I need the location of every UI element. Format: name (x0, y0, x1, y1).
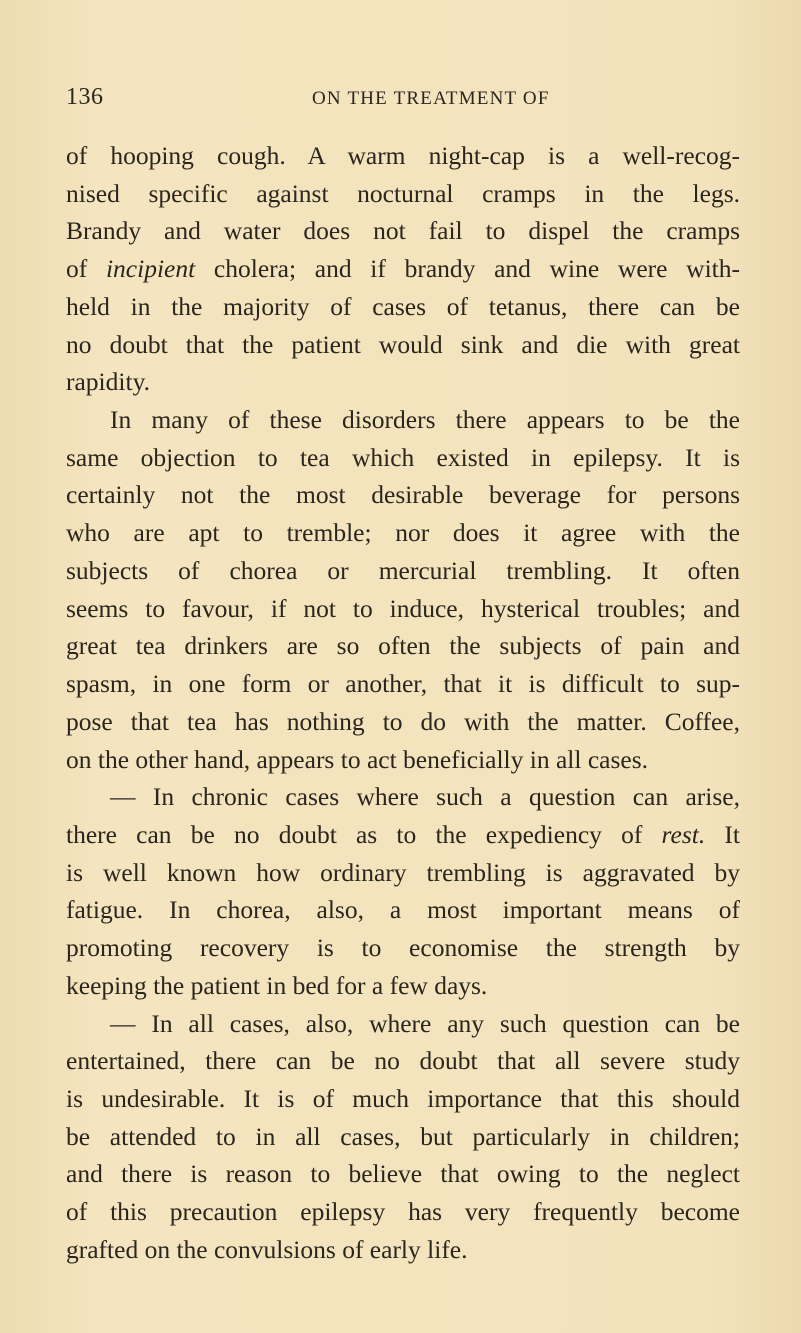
text-line: of hooping cough. A warm night-cap is a well-recog- (66, 141, 740, 170)
text-line: Brandy and water does not fail to dispel the cramps (66, 216, 740, 246)
text-line: is undesirable. It is of much importance that this should (66, 1083, 740, 1113)
text-line: on the other hand, appears to act beneficially in all cases. (66, 744, 649, 774)
text-line: certainly not the most desirable beverage for persons (66, 480, 740, 510)
italic-term: rest. (661, 819, 706, 849)
text-line: pose that tea has nothing to do with the matter. Coffee, (66, 706, 740, 736)
text-line: rapidity. (66, 367, 151, 397)
text-line: who are apt to tremble; nor does it agree with the (66, 518, 740, 548)
text-line: nised specific against nocturnal cramps in the legs. (66, 178, 740, 208)
running-title: ON THE TREATMENT OF (312, 88, 550, 109)
paragraph-start-line: — In all cases, also, where any such question can be (110, 1008, 740, 1038)
paragraph-start-line: — In chronic cases where such a question can arise, (110, 782, 740, 812)
text-line: there can be no doubt as to the expediency of rest. It (66, 819, 740, 849)
text-line: of this precaution epilepsy has very frequently become (66, 1197, 740, 1227)
text-line: and there is reason to believe that owing to the neglect (66, 1159, 740, 1189)
text-line: promoting recovery is to economise the strength by (66, 933, 740, 963)
text-line: of incipient cholera; and if brandy and wine were with- (66, 254, 741, 284)
italic-term: incipient (105, 254, 196, 284)
running-head (66, 84, 746, 124)
body-text (66, 137, 740, 1269)
text-line: same objection to tea which existed in epilepsy. It is (66, 442, 740, 472)
text-line: subjects of chorea or mercurial trembling. It often (66, 555, 740, 585)
text-line: fatigue. In chorea, also, a most important means of (66, 895, 740, 925)
paragraph-start-line: In many of these disorders there appears to be the (110, 405, 740, 435)
text-line: grafted on the convulsions of early life. (66, 1234, 468, 1264)
text-line: great tea drinkers are so often the subjects of pain and (66, 631, 740, 661)
text-line: keeping the patient in bed for a few days. (66, 970, 488, 1000)
text-line: held in the majority of cases of tetanus, there can be (66, 291, 740, 321)
text-line: spasm, in one form or another, that it is difficult to sup- (66, 669, 740, 699)
page-number: 136 (66, 84, 104, 110)
text-line: seems to favour, if not to induce, hysterical troubles; and (66, 593, 740, 623)
text-line: is well known how ordinary trembling is aggravated by (66, 857, 740, 887)
text-line: no doubt that the patient would sink and die with great (66, 329, 740, 359)
text-line: be attended to in all cases, but particularly in children; (66, 1121, 740, 1151)
text-line: entertained, there can be no doubt that all severe study (66, 1046, 740, 1076)
